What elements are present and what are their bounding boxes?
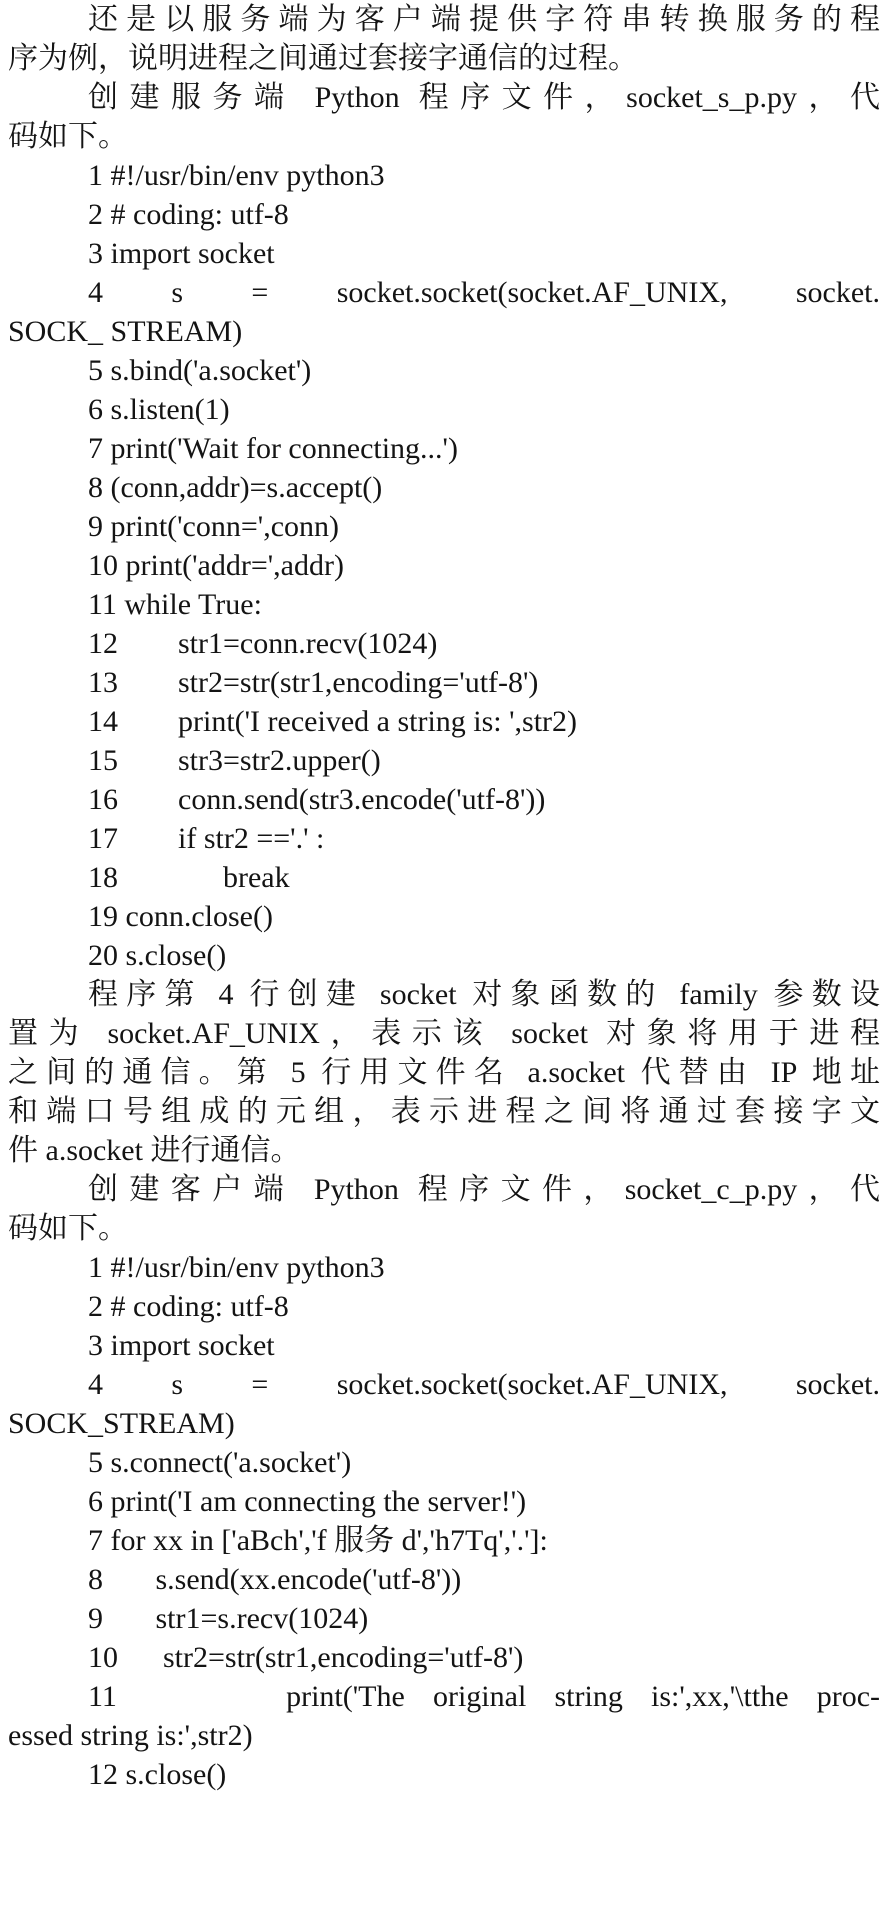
client-code-line: 8 s.send(xx.encode('utf-8')) [88,1563,462,1596]
server-code-line: 6 s.listen(1) [88,393,230,426]
server-file-intro-line-2: 码如下。 [8,120,128,153]
server-code-line: 9 print('conn=',conn) [88,510,340,543]
server-code-line: 4 s = socket.socket(socket.AF_UNIX, socket. [88,276,880,309]
server-code-line: 15 str3=str2.upper() [88,744,381,777]
server-code-line: 10 print('addr=',addr) [88,549,344,582]
explanation-line: 之间的通信。第 5 行用文件名 a.socket 代替由 IP 地址 [8,1056,880,1089]
client-code-line: 10 str2=str(str1,encoding='utf-8') [88,1641,524,1674]
client-file-intro-line-2: 码如下。 [8,1212,128,1245]
explanation-line: 件 a.socket 进行通信。 [8,1134,301,1167]
server-code-line: 19 conn.close() [88,900,273,933]
server-code-line: 3 import socket [88,237,275,270]
client-code-line: 9 str1=s.recv(1024) [88,1602,369,1635]
server-intro-line-1: 还是以服务端为客户端提供字符串转换服务的程 [88,3,880,36]
server-code-line: 8 (conn,addr)=s.accept() [88,471,383,504]
server-code-line: 1 #!/usr/bin/env python3 [88,159,385,192]
server-intro-line-2: 序为例，说明进程之间通过套接字通信的过程。 [8,42,638,75]
client-code-line: 3 import socket [88,1329,275,1362]
client-code-line: 12 s.close() [88,1758,227,1791]
server-code-line: 14 print('I received a string is: ',str2) [88,705,578,738]
server-code-line: 17 if str2 =='.' : [88,822,325,855]
server-file-intro-line-1: 创建服务端 Python 程序文件，socket_s_p.py，代 [88,81,880,114]
client-code-line: essed string is:',str2) [8,1719,253,1752]
server-code-line: SOCK_ STREAM) [8,315,243,348]
client-code-line: 1 #!/usr/bin/env python3 [88,1251,385,1284]
server-code-line: 18 break [88,861,290,894]
explanation-line: 置为 socket.AF_UNIX，表示该 socket 对象将用于进程 [8,1017,880,1050]
client-file-intro-line-1: 创建客户端 Python 程序文件，socket_c_p.py，代 [88,1173,880,1206]
client-code-line: 4 s = socket.socket(socket.AF_UNIX, socket. [88,1368,880,1401]
client-code-line: 6 print('I am connecting the server!') [88,1485,527,1518]
explanation-line: 程序第 4 行创建 socket 对象函数的 family 参数设 [88,978,880,1011]
server-code-line: 2 # coding: utf-8 [88,198,289,231]
server-code-line: 5 s.bind('a.socket') [88,354,312,387]
client-code-line: 7 for xx in ['aBch','f 服务 d','h7Tq','.']: [88,1524,548,1557]
server-code-line: 11 while True: [88,588,262,621]
explanation-line: 和端口号组成的元组，表示进程之间将通过套接字文 [8,1095,880,1128]
server-code-line: 16 conn.send(str3.encode('utf-8')) [88,783,546,816]
server-code-line: 13 str2=str(str1,encoding='utf-8') [88,666,539,699]
client-code-line: SOCK_STREAM) [8,1407,235,1440]
client-code-line: 2 # coding: utf-8 [88,1290,289,1323]
server-code-line: 20 s.close() [88,939,227,972]
client-code-line: 5 s.connect('a.socket') [88,1446,352,1479]
server-code-line: 12 str1=conn.recv(1024) [88,627,438,660]
server-code-line: 7 print('Wait for connecting...') [88,432,458,465]
client-code-line: 11 print('The original string is:',xx,'\tthe proc- [88,1680,880,1713]
